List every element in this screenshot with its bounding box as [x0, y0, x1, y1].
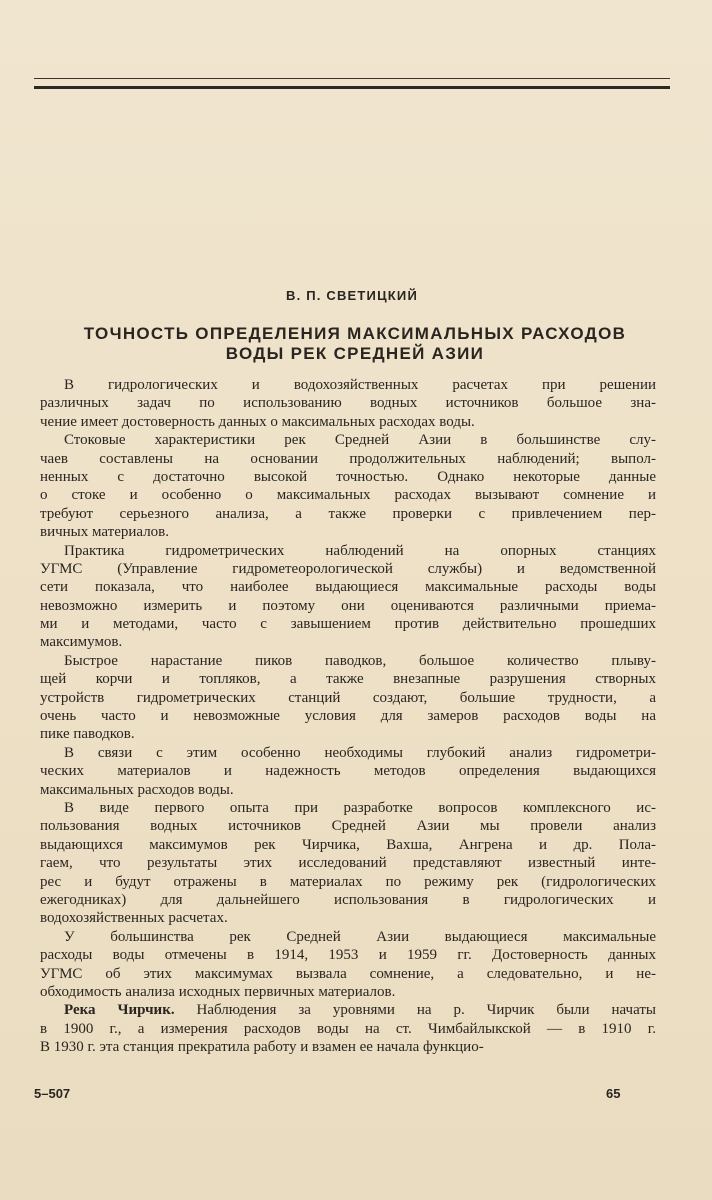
text-line: ненных с достаточно высокой точностью. Однако некоторые данные — [40, 468, 656, 485]
text-line: В связи с этим особенно необходимы глубокий анализ гидрометри- — [64, 744, 656, 761]
signature-mark: 5–507 — [34, 1086, 71, 1101]
article-title — [40, 324, 670, 364]
text-line: вичных материалов. — [40, 524, 170, 541]
paragraph — [40, 799, 656, 928]
text-line: чаев составлены на основании продолжительных наблюдений; выпол- — [40, 450, 656, 467]
text-line: максимумов. — [40, 634, 123, 651]
text-line: обходимость анализа исходных первичных материалов. — [40, 983, 396, 1000]
author-name: В. П. СВЕТИЦКИЙ — [285, 288, 419, 303]
title-line: ТОЧНОСТЬ ОПРЕДЕЛЕНИЯ МАКСИМАЛЬНЫХ РАСХОДОВ — [83, 324, 627, 343]
paragraph — [40, 542, 656, 652]
text-line: В виде первого опыта при разработке вопросов комплексного ис- — [64, 799, 656, 816]
paragraph — [40, 928, 656, 1002]
text-line: У большинства рек Средней Азии выдающиеся максимальные — [64, 928, 656, 945]
text-line: о стоке и особенно о максимальных расходах вызывают сомнение и — [40, 487, 656, 504]
text-line: Практика гидрометрических наблюдений на опорных станциях — [64, 542, 656, 559]
text-line: В 1930 г. эта станция прекратила работу и взамен ее начала функцио- — [40, 1039, 484, 1056]
title-line: ВОДЫ РЕК СРЕДНЕЙ АЗИИ — [225, 344, 485, 363]
text-line: различных задач по использованию водных источников большое зна- — [40, 395, 656, 412]
paragraph — [40, 744, 656, 799]
text-line: требуют серьезного анализа, а также проверки с привлечением пер- — [40, 505, 656, 522]
section-lead: Река Чирчик. — [64, 1002, 175, 1019]
text-line: устройств гидрометрических станций создают, большие трудности, а — [40, 689, 656, 706]
text-line: В гидрологических и водохозяйственных расчетах при решении — [64, 377, 656, 393]
text-line: УГМС (Управление гидрометеорологической службы) и ведомственной — [40, 560, 656, 577]
text-line: чение имеет достоверность данных о максимальных расходах воды. — [40, 413, 475, 430]
article-body — [40, 376, 656, 1056]
paragraph — [40, 1001, 656, 1056]
text-line: Стоковые характеристики рек Средней Азии в большинстве слу- — [64, 432, 656, 449]
text-line: УГМС об этих максимумах вызвала сомнение, а следовательно, и не- — [40, 965, 656, 982]
text-line: пике паводков. — [40, 726, 135, 743]
text-line: ми и методами, часто с завышением против действительно прошедших — [40, 616, 656, 633]
text-line: пользования водных источников Средней Азии мы провели анализ — [40, 818, 656, 835]
paragraph — [40, 652, 656, 744]
text-line: выдающихся максимумов рек Чирчика, Вахша, Ангрена и др. Пола- — [40, 836, 656, 853]
text-line — [40, 1001, 656, 1019]
text-line: максимальных расходов воды. — [40, 781, 234, 798]
text-line: рес и будут отражены в материалах по режиму рек (гидрологических — [40, 873, 656, 890]
text-line: Быстрое нарастание пиков паводков, большое количество плыву- — [64, 652, 656, 669]
text-line: щей корчи и топляков, а также внезапные разрушения створных — [40, 671, 656, 688]
text-line: в 1900 г., а измерения расходов воды на ст. Чимбайлыкской — в 1910 г. — [40, 1020, 656, 1037]
text-line: расходы воды отмечены в 1914, 1953 и 1959 гг. Достоверность данных — [40, 947, 656, 964]
text-line: водохозяйственных расчетах. — [40, 910, 228, 927]
text-line: гаем, что результаты этих исследований представляют известный инте- — [40, 855, 656, 872]
paragraph — [40, 376, 656, 431]
header-rule-thin — [34, 78, 670, 79]
text-line: невозможно измерить и поэтому они оцениваются различными приема- — [40, 597, 656, 614]
text-span: Наблюдения за уровнями на р. Чирчик были начаты — [174, 1002, 657, 1019]
text-line: очень часто и невозможные условия для замеров расходов воды на — [40, 708, 656, 725]
page-number: 65 — [606, 1086, 621, 1101]
paragraph — [40, 431, 656, 541]
text-line: ческих материалов и надежность методов определения выдающихся — [40, 763, 656, 780]
header-rule-thick — [34, 86, 670, 89]
text-line: ежегодниках) для дальнейшего использования в гидрологических и — [40, 891, 656, 908]
text-line: сети показала, что наиболее выдающиеся максимальные расходы воды — [40, 579, 656, 596]
